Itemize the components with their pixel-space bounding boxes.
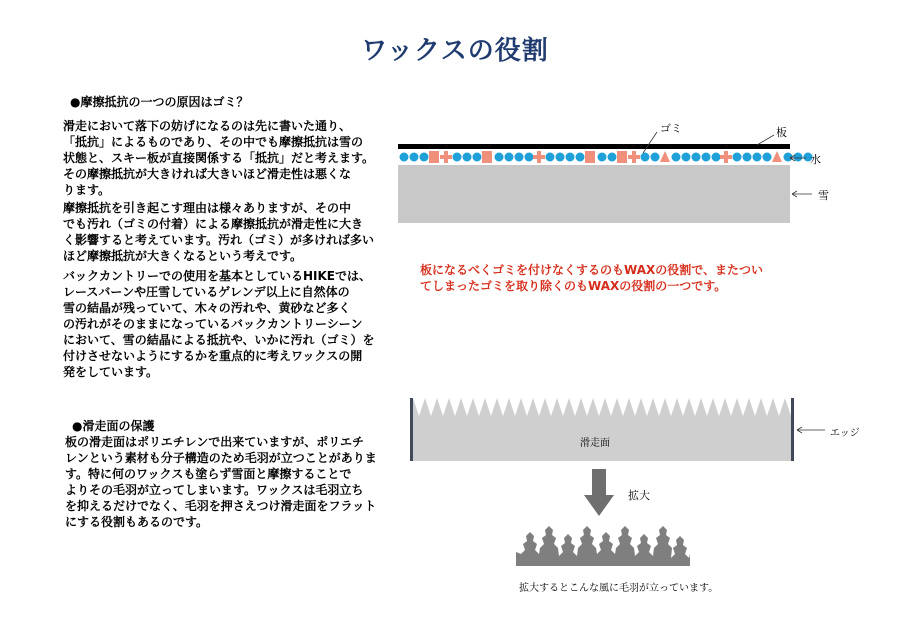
water-drop bbox=[651, 153, 660, 162]
water-drop bbox=[525, 153, 534, 162]
water-drop bbox=[463, 153, 472, 162]
section1-paragraph-1: 滑走において落下の妨げになるのは先に書いた通り、 「抵抗」によるものであり、その中でも摩擦抵抗は雪の 状態と、スキー板が直接関係する「抵抗」だと考えます。 その摩擦抵抗が大きければ大きいほど滑走性は悪くな ります。 bbox=[63, 119, 375, 197]
section1-paragraph-3: バックカントリーでの使用を基本としているHIKEでは、 レースバーンや圧雪しているゲレンデ以上に自然体の 雪の結晶が残っていて、木々の汚れや、黄砂など多く の汚れがそのままになっているバックカントリーシーン において、雪の結晶による抵抗や、いかに汚れ（ゴミ）を 付けさせないようにするかを重点的に考えワックスの開 発をしています。 bbox=[63, 269, 375, 379]
water-drop bbox=[420, 153, 429, 162]
gomi-leader-line bbox=[643, 132, 657, 153]
water-drop bbox=[546, 153, 555, 162]
water-drop bbox=[473, 153, 482, 162]
dirt-particle bbox=[585, 151, 595, 163]
ita-label: 板 bbox=[776, 126, 787, 139]
dirt-particle bbox=[617, 151, 627, 163]
zoom-down-arrow-icon bbox=[584, 469, 614, 516]
board-water-snow-diagram bbox=[398, 132, 813, 223]
water-drop bbox=[453, 153, 462, 162]
dirt-particle bbox=[628, 151, 640, 163]
fuzz-caption: 拡大するとこんな風に毛羽が立っています。 bbox=[519, 583, 719, 594]
section2-paragraph: 板の滑走面はポリエチレンで出来ていますが、ポリエチ レンという素材も分子構造のため毛羽が立つことがありま す。特に何のワックスも塗らず雪面と摩擦することで よりその毛羽が立ってしまいます。ワックスは毛羽立ち を抑えるだけでなく、毛羽を押さえつけ滑走面をフラット にする役割もあるのです。 bbox=[65, 435, 377, 529]
water-drop bbox=[505, 153, 514, 162]
section1-paragraph-2: 摩擦抵抗を引き起こす理由は様々ありますが、その中 でも汚れ（ゴミの付着）による摩擦抵抗が滑走性に大き く影響すると考えています。汚れ（ゴミ）が多ければ多い ほど摩擦抵抗が大きくなるという考えです。 bbox=[63, 201, 375, 263]
dirt-particle bbox=[772, 151, 782, 162]
right-edge bbox=[791, 398, 794, 461]
mizu-label: 水 bbox=[810, 153, 821, 166]
base-surface bbox=[413, 398, 791, 461]
water-drop bbox=[566, 153, 575, 162]
zoom-label: 拡大 bbox=[628, 489, 650, 502]
water-drop bbox=[733, 153, 742, 162]
fuzz-closeup bbox=[516, 526, 690, 566]
water-drop bbox=[712, 153, 721, 162]
dirt-particle bbox=[429, 151, 439, 163]
water-drop bbox=[495, 153, 504, 162]
base-surface-diagram bbox=[410, 398, 825, 566]
dirt-particle bbox=[482, 151, 492, 163]
section1-heading: ●摩擦抵抗の一つの原因はゴミ？ bbox=[70, 95, 249, 109]
water-drop bbox=[598, 153, 607, 162]
water-drop bbox=[743, 153, 752, 162]
ski-board bbox=[398, 144, 790, 149]
yuki-label: 雪 bbox=[818, 189, 829, 202]
water-drop bbox=[794, 153, 803, 162]
dirt-particle bbox=[660, 151, 670, 162]
surface-label: 滑走面 bbox=[580, 438, 610, 449]
left-edge bbox=[410, 398, 413, 461]
water-drop bbox=[692, 153, 701, 162]
water-drop bbox=[515, 153, 524, 162]
section2-heading: ●滑走面の保護 bbox=[72, 419, 155, 433]
water-drop bbox=[608, 153, 617, 162]
water-drop bbox=[410, 153, 419, 162]
dirt-particle bbox=[440, 151, 452, 163]
water-drop bbox=[556, 153, 565, 162]
dirt-particle bbox=[533, 151, 545, 163]
water-drop bbox=[641, 153, 650, 162]
water-drop bbox=[682, 153, 691, 162]
ita-leader-line bbox=[757, 135, 774, 145]
water-drop bbox=[702, 153, 711, 162]
water-drop bbox=[672, 153, 681, 162]
wax-role-note: 板になるべくゴミを付けなくするのもWAXの役割で、またつい てしまったゴミを取り除くのもWAXの役割の一つです。 bbox=[420, 263, 763, 293]
edge-label: エッジ bbox=[830, 428, 860, 439]
water-drop bbox=[576, 153, 585, 162]
yuki-arrow bbox=[792, 191, 812, 197]
water-drop bbox=[763, 153, 772, 162]
water-drop bbox=[400, 153, 409, 162]
gomi-label: ゴミ bbox=[660, 122, 682, 135]
snow-layer bbox=[398, 165, 790, 223]
water-drop bbox=[753, 153, 762, 162]
edge-arrow bbox=[797, 427, 825, 433]
dirt-particle bbox=[720, 151, 732, 163]
page-title: ワックスの役割 bbox=[361, 36, 549, 66]
water-and-dirt-row bbox=[400, 151, 813, 163]
